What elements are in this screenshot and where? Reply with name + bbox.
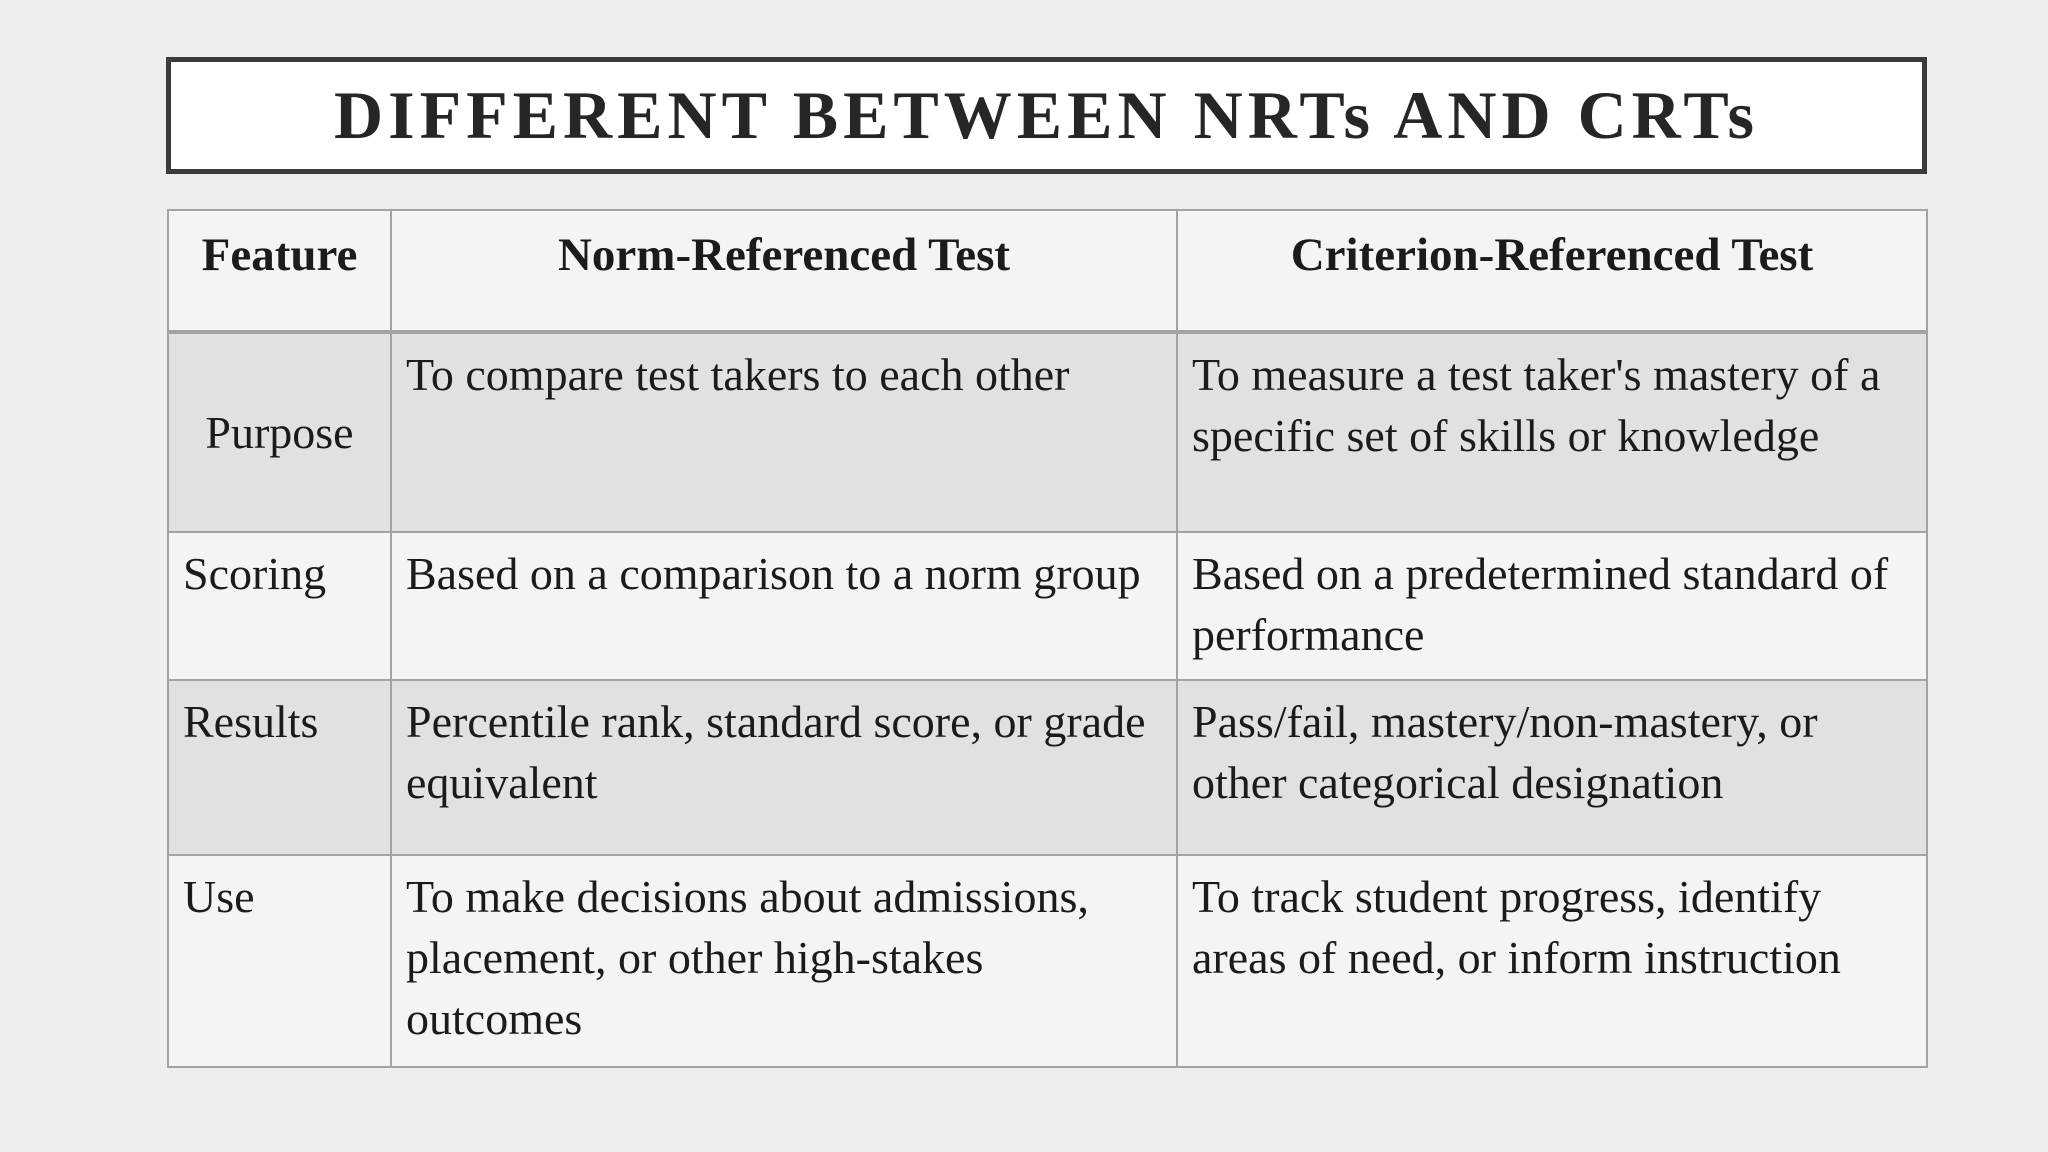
- table-row-purpose: [168, 332, 1927, 532]
- table-row-results: [168, 680, 1927, 855]
- crt-cell: To measure a test taker's mastery of a specific set of skills or knowledge: [1177, 332, 1927, 532]
- feature-cell: Use: [168, 855, 391, 1067]
- slide-title: DIFFERENT BETWEEN NRTs AND CRTs: [334, 77, 1759, 153]
- table-row-scoring: [168, 532, 1927, 680]
- nrt-cell: To compare test takers to each other: [391, 332, 1177, 532]
- table-body: [168, 332, 1927, 1067]
- slide-title-box: [166, 57, 1927, 174]
- feature-cell: Results: [168, 680, 391, 855]
- crt-cell: To track student progress, identify areas of need, or inform instruction: [1177, 855, 1927, 1067]
- header-norm-referenced: Norm-Referenced Test: [391, 210, 1177, 332]
- header-feature: Feature: [168, 210, 391, 332]
- feature-cell: Purpose: [168, 332, 391, 532]
- crt-cell: Based on a predetermined standard of performance: [1177, 532, 1927, 680]
- nrt-cell: To make decisions about admissions, placement, or other high-stakes outcomes: [391, 855, 1177, 1067]
- table-row-use: [168, 855, 1927, 1067]
- nrt-cell: Based on a comparison to a norm group: [391, 532, 1177, 680]
- header-row: [168, 210, 1927, 332]
- crt-cell: Pass/fail, mastery/non-mastery, or other categorical designation: [1177, 680, 1927, 855]
- table-header: [168, 210, 1927, 332]
- comparison-table: [167, 209, 1928, 1068]
- nrt-cell: Percentile rank, standard score, or grade equivalent: [391, 680, 1177, 855]
- header-criterion-referenced: Criterion-Referenced Test: [1177, 210, 1927, 332]
- feature-cell: Scoring: [168, 532, 391, 680]
